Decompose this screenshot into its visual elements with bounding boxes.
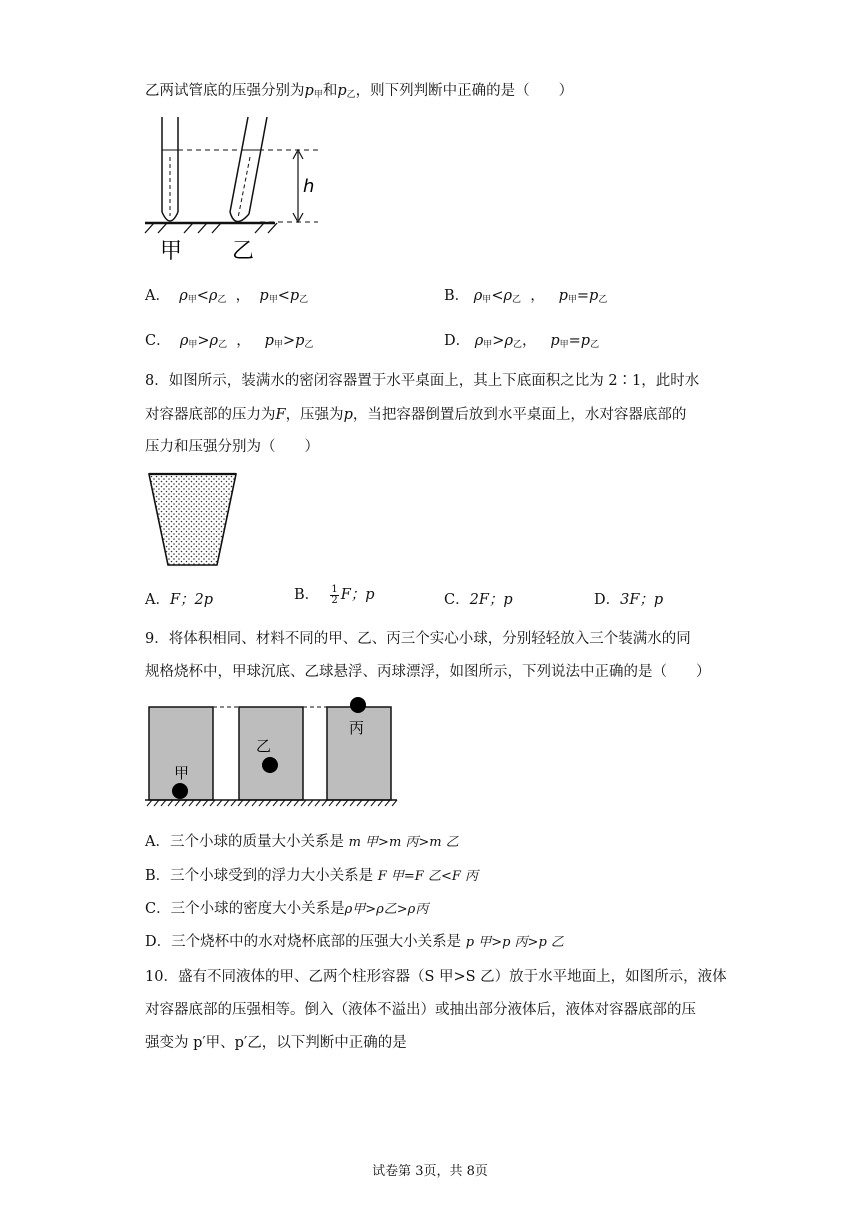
- test-tube-figure: [140, 112, 330, 264]
- q8-option-d[interactable]: D．3F；p: [594, 592, 664, 608]
- q8-line1: 8．如图所示，装满水的密闭容器置于水平桌面上，其上下底面积之比为 2∶1，此时水: [145, 373, 700, 389]
- tilted-tube: [230, 117, 267, 222]
- label-yi: 乙: [256, 737, 272, 755]
- ball-bing: [350, 697, 366, 713]
- q8-line3: 压力和压强分别为（ ）: [145, 439, 319, 455]
- q9-option-a[interactable]: A．三个小球的质量大小关系是 m 甲>m 丙>m 乙: [145, 834, 459, 850]
- beakers-figure: [145, 692, 400, 810]
- ball-jia: [172, 783, 188, 799]
- label-jia: 甲: [160, 239, 183, 264]
- container-figure: [145, 470, 240, 570]
- q10-line3: 强变为 p′甲、p′乙，以下判断中正确的是: [145, 1035, 407, 1051]
- label-jia: 甲: [174, 764, 190, 782]
- q8-option-c[interactable]: C．2F；p: [444, 592, 513, 608]
- height-label: h: [303, 176, 315, 197]
- q7-option-d[interactable]: D． $\rho_甲>\rho_乙$， $p_甲=p_乙$: [444, 333, 600, 350]
- q9-option-b[interactable]: B．三个小球受到的浮力大小关系是 F 甲=F 乙<F 丙: [145, 868, 479, 884]
- fraction-one-half: $\frac{1}{2}$: [331, 583, 338, 606]
- q7-option-a[interactable]: A． $\rho_甲<\rho_乙$ ， $p_甲<p_乙$: [145, 288, 309, 305]
- q9-line1: 9．将体积相同、材料不同的甲、乙、丙三个实心小球，分别轻轻放入三个装满水的同: [145, 631, 691, 647]
- q8-line2: 对容器底部的压力为F，压强为p，当把容器倒置后放到水平桌面上，水对容器底部的: [145, 407, 687, 423]
- ball-yi: [262, 757, 278, 773]
- q9-option-c[interactable]: C．三个小球的密度大小关系是ρ甲>ρ乙>ρ丙: [145, 901, 429, 917]
- q9-option-d[interactable]: D．三个烧杯中的水对烧杯底部的压强大小关系是 p 甲>p 丙>p 乙: [145, 934, 564, 950]
- q7-option-c[interactable]: C． $\rho_甲>\rho_乙$ ， $p_甲>p_乙$: [145, 333, 314, 350]
- q9-line2: 规格烧杯中，甲球沉底、乙球悬浮、丙球漂浮，如图所示，下列说法中正确的是（ ）: [145, 664, 711, 680]
- q10-line1: 10．盛有不同液体的甲、乙两个柱形容器（S 甲>S 乙）放于水平地面上，如图所示，液体: [145, 969, 727, 985]
- label-yi: 乙: [232, 239, 255, 264]
- straight-tube: [162, 117, 178, 221]
- q7-option-b[interactable]: B． $\rho_甲<\rho_乙$ ， $p_甲=p_乙$: [444, 288, 608, 305]
- q7-stem: 乙两试管底的压强分别为$p_甲$和$p_乙$，则下列判断中正确的是（ ）: [145, 83, 574, 100]
- q8-option-a[interactable]: A．F；2p: [145, 592, 214, 608]
- q8-option-b[interactable]: B． $\frac{1}{2}$ F；p: [294, 583, 375, 606]
- q10-line2: 对容器底部的压强相等。倒入（液体不溢出）或抽出部分液体后，液体对容器底部的压: [145, 1002, 696, 1018]
- page-footer: 试卷第 3页，共 8页: [372, 1164, 488, 1179]
- label-bing: 丙: [349, 719, 365, 737]
